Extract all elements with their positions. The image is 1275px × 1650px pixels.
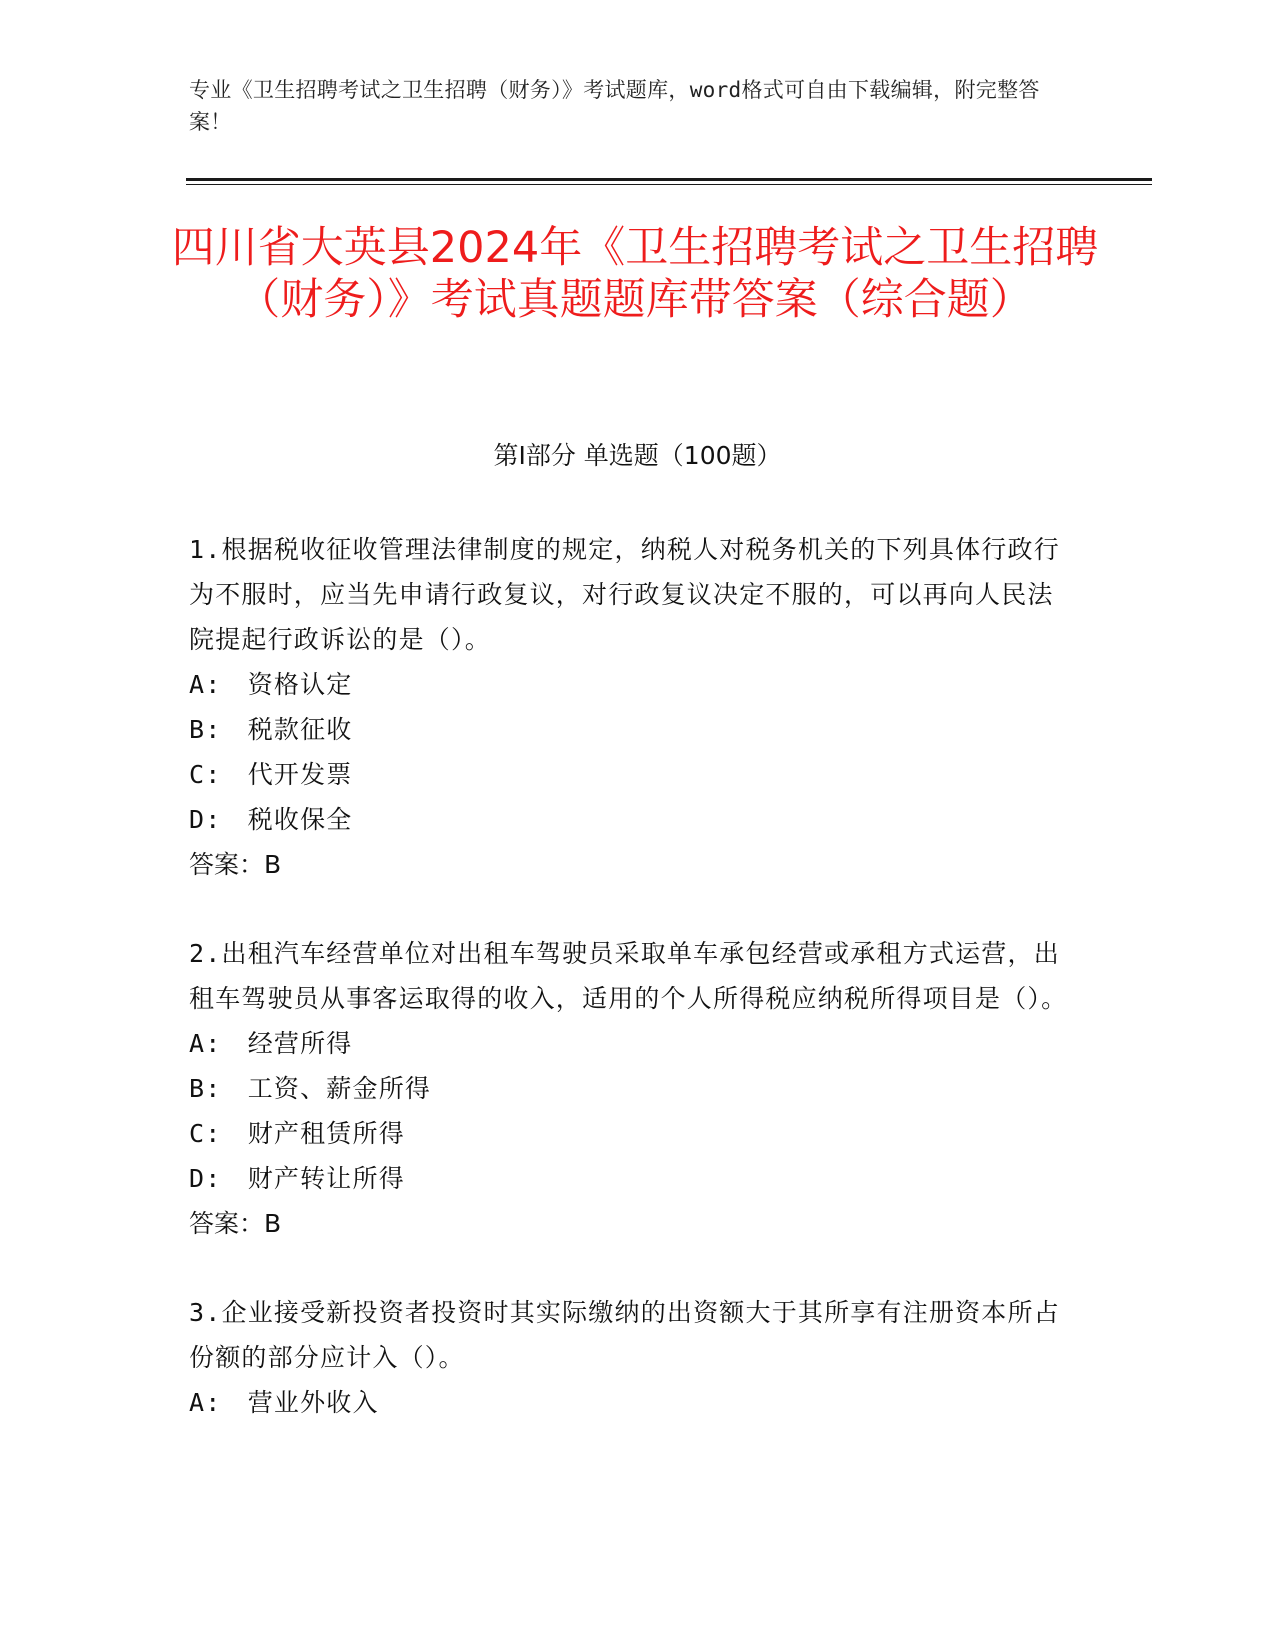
question-item xyxy=(189,931,1069,1246)
option-a: A: 营业外收入 xyxy=(189,1388,379,1417)
option-c: C: 代开发票 xyxy=(189,760,353,789)
header-note: 专业《卫生招聘考试之卫生招聘（财务）》考试题库，word格式可自由下载编辑，附完整答案！ xyxy=(189,78,1040,134)
option-b: B: 税款征收 xyxy=(189,715,353,744)
option-d: D: 财产转让所得 xyxy=(189,1164,405,1193)
header-divider-thin xyxy=(186,184,1152,185)
question-stem: 2.出租汽车经营单位对出租车驾驶员采取单车承包经营或承租方式运营，出租车驾驶员从事客运取得的收入，适用的个人所得税应纳税所得项目是（）。 xyxy=(189,939,1068,1013)
option-b: B: 工资、薪金所得 xyxy=(189,1074,432,1103)
option-d: D: 税收保全 xyxy=(189,805,353,834)
answer-line: 答案：B xyxy=(189,1209,282,1238)
question-item xyxy=(189,527,1069,887)
question-item xyxy=(189,1290,1069,1425)
header-divider-thick xyxy=(186,178,1152,181)
question-stem: 3.企业接受新投资者投资时其实际缴纳的出资额大于其所享有注册资本所占份额的部分应计入（）。 xyxy=(189,1298,1060,1372)
option-a: A: 资格认定 xyxy=(189,670,353,699)
answer-line: 答案：B xyxy=(189,850,282,879)
question-stem: 1.根据税收征收管理法律制度的规定，纳税人对税务机关的下列具体行政行为不服时，应当先申请行政复议，对行政复议决定不服的，可以再向人民法院提起行政诉讼的是（）。 xyxy=(189,535,1060,654)
document-title: 四川省大英县2024年《卫生招聘考试之卫生招聘（财务）》考试真题题库带答案（综合题） xyxy=(171,223,1099,325)
option-a: A: 经营所得 xyxy=(189,1029,353,1058)
option-c: C: 财产租赁所得 xyxy=(189,1119,405,1148)
question-list xyxy=(189,527,1069,1469)
section-title: 第I部分 单选题（100题） xyxy=(493,441,782,470)
